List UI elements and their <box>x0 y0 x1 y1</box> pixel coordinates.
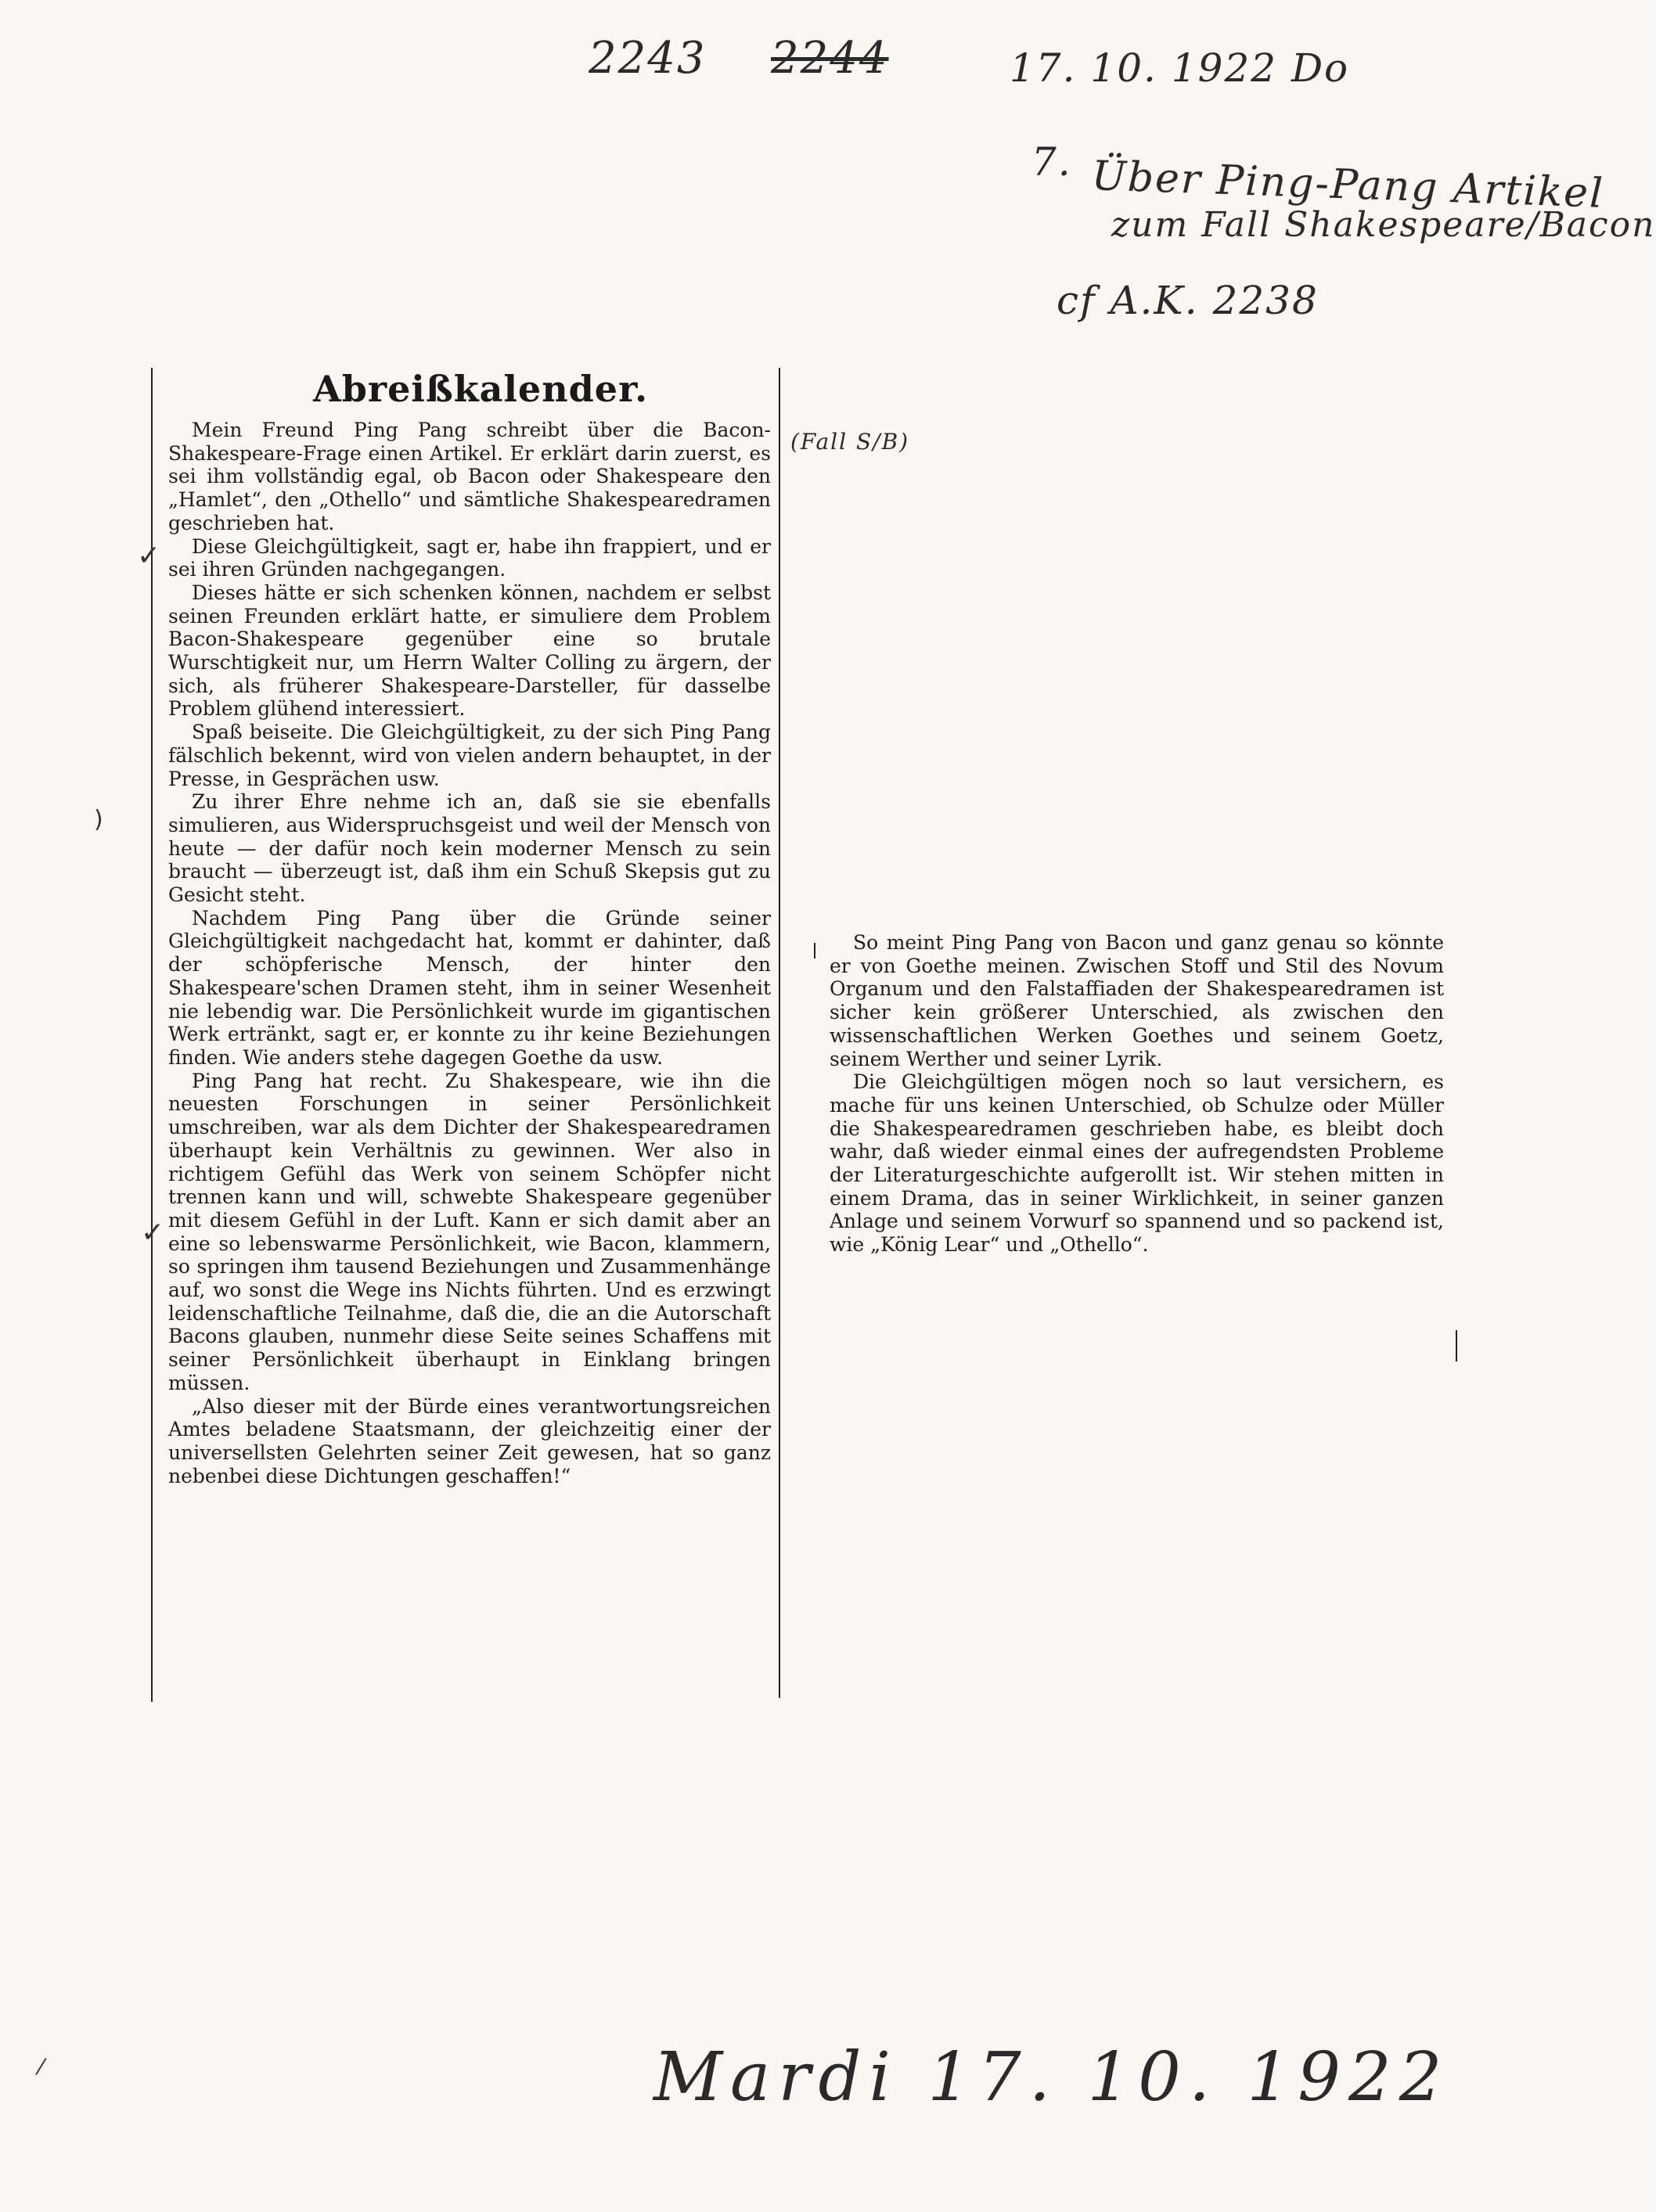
left-paragraph: „Also dieser mit der Bürde eines verantwortungsreichen Amtes beladene Staatsmann, der gleichzeitig einer der universellsten Gelehrten seiner Zeit gewesen, hat so ganz nebenbei diese Dichtungen geschaffen!“ <box>168 1394 771 1487</box>
archive-number-struck: 2244 <box>771 33 889 84</box>
left-paragraph: Nachdem Ping Pang über die Gründe seiner Gleichgültigkeit nachgedacht hat, kommt er dahinter, daß der schöpferische Mensch, der hinter den Shakespeare'schen Dramen steht, ihm in seiner Wesenheit nie lebendig war. Die Persönlichkeit wurde im gigantischen Werk ertränkt, sagt er, er konnte zu ihr keine Beziehungen finden. Wie anders stehe dagegen Goethe da usw. <box>168 906 771 1069</box>
note-line-3: cf A.K. 2238 <box>1057 278 1319 323</box>
date-bottom: Mardi 17. 10. 1922 <box>653 2038 1450 2117</box>
margin-check-mark-2: ✓ <box>141 1217 165 1249</box>
left-paragraph: Diese Gleichgültigkeit, sagt er, habe ihn frappiert, und er sei ihren Gründen nachgegangen. <box>168 534 771 581</box>
date-top: 17. 10. 1922 Do <box>1010 45 1350 91</box>
right-column-border-right <box>1456 1330 1457 1361</box>
right-paragraph: So meint Ping Pang von Bacon und ganz genau so könnte er von Goethe meinen. Zwischen Stoff und Stil des Novum Organum und den Falstaffiaden der Shakespearedramen ist sicher kein größerer Unterschied, als zwischen den wissenschaftlichen Werken Goethes und seinem Goetz, seinem Werther und seiner Lyrik. <box>830 931 1444 1070</box>
left-paragraph: Dieses hätte er sich schenken können, nachdem er selbst seinen Freunden erklärt hatte, er simuliere dem Problem Bacon-Shakespeare gegenüber eine so brutale Wurschtigkeit nur, um Herrn Walter Colling zu ärgern, der sich, als früherer Shakespeare-Darsteller, für dasselbe Problem glühend interessiert. <box>168 581 771 721</box>
note-line-2: zum Fall Shakespeare/Bacon <box>1111 205 1656 245</box>
left-paragraph: Ping Pang hat recht. Zu Shakespeare, wie ihn die neuesten Forschungen in seiner Persönlichkeit umschreiben, war als dem Dichter der Shakespearedramen überhaupt kein Verhältnis zu gewinnen. Wer also in richtigem Gefühl das Werk von seinem Schöpfer nicht trennen kann und will, schwebte Shakespeare gegenüber mit diesem Gefühl in der Luft. Kann er sich damit aber an eine so lebenswarme Persönlichkeit, wie Bacon, klammern, so springen ihm tausend Beziehungen und Zusammenhänge auf, wo sonst die Wege ins Nichts führten. Und es erzwingt leidenschaftliche Teilnahme, daß die, die an die Autorschaft Bacons glauben, nunmehr diese Seite seines Schaffens mit seiner Persönlichkeit überhaupt in Einklang bringen müssen. <box>168 1069 771 1394</box>
left-column <box>168 419 771 1487</box>
archive-number: 2243 <box>589 33 707 84</box>
note-number: 7. <box>1031 139 1072 185</box>
margin-dash: ⁄ <box>39 2054 43 2080</box>
left-column-border-right <box>779 368 780 1698</box>
margin-tick: ) <box>94 806 103 833</box>
right-paragraph: Die Gleichgültigen mögen noch so laut versichern, es mache für uns keinen Unterschied, ob Schulze oder Müller die Shakespearedramen geschrieben habe, es bleibt doch wahr, daß wieder einmal eines der aufregendsten Probleme der Literaturgeschichte aufgerollt ist. Wir stehen mitten in einem Drama, das in seiner Wirklichkeit, in seiner ganzen Anlage und seinem Vorwurf so spannend und so packend ist, wie „König Lear“ und „Othello“. <box>830 1070 1444 1257</box>
left-paragraph: Zu ihrer Ehre nehme ich an, daß sie sie ebenfalls simulieren, aus Widerspruchsgeist und weil der Mensch von heute — der dafür noch kein moderner Mensch zu sein braucht — überzeugt ist, daß ihm ein Schuß Skepsis gut zu Gesicht steht. <box>168 790 771 907</box>
right-column <box>830 931 1444 1257</box>
left-paragraph: Spaß beiseite. Die Gleichgültigkeit, zu der sich Ping Pang fälschlich bekennt, wird von vielen andern behauptet, in der Presse, in Gesprächen usw. <box>168 721 771 790</box>
margin-note: (Fall S/B) <box>790 429 910 455</box>
right-column-border-left <box>814 943 815 959</box>
margin-check-mark-1: ✓ <box>137 540 161 572</box>
article-title: Abreißkalender. <box>313 368 649 410</box>
note-line-1: Über Ping-Pang Artikel <box>1090 153 1605 218</box>
left-paragraph: Mein Freund Ping Pang schreibt über die Bacon-Shakespeare-Frage einen Artikel. Er erklärt darin zuerst, es sei ihm vollständig egal, ob Bacon oder Shakespeare den „Hamlet“, den „Othello“ und sämtliche Shakespearedramen geschrieben hat. <box>168 419 771 534</box>
